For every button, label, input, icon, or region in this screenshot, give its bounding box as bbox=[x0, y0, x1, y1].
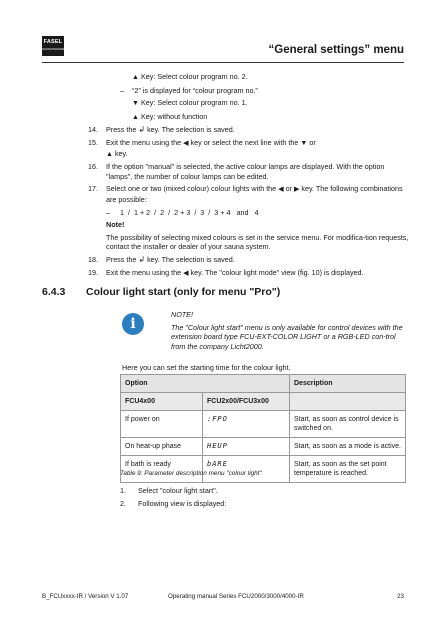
list-item: 1. Select "colour light start". bbox=[120, 486, 218, 495]
info-note bbox=[171, 310, 407, 351]
table-caption: Table 9: Parameter description menu "colour light" bbox=[120, 470, 262, 477]
lcd-code: :FPO bbox=[203, 411, 290, 438]
step-15: 15. Exit the menu using the ◀ key or select the next line with the ▼ or ▲ key. bbox=[88, 137, 316, 158]
header-divider bbox=[42, 62, 404, 63]
step-14: 14. Press the ↲ key. The selection is saved. bbox=[88, 125, 235, 135]
arrow-right-icon: ▶ bbox=[293, 186, 300, 194]
combinations-line: – 1 / 1 + 2 / 2 / 2 + 3 / 3 / 3 + 4 and 4 bbox=[106, 207, 259, 217]
enter-key-icon: ↲ bbox=[138, 125, 146, 135]
bottom-steps bbox=[120, 486, 226, 511]
section-heading: 6.4.3 Colour light start (only for menu "Pro") bbox=[42, 286, 281, 298]
arrow-up-icon: ▲ bbox=[132, 74, 139, 81]
intro-text: Here you can set the starting time for the colour light. bbox=[122, 363, 291, 372]
step-18: 18. Press the ↲ key. The selection is saved. bbox=[88, 254, 235, 264]
arrow-up-icon: ▲ bbox=[132, 113, 139, 121]
table-row: If bath is ready bARE Start, as soon as the set point temperature is reached. bbox=[121, 456, 406, 483]
step-17: 17. Select one or two (mixed colour) colour lights with the ◀ or ▶ key. The following combinations are possible: bbox=[88, 184, 403, 204]
page-number: 23 bbox=[397, 593, 404, 600]
page-header-title: “General settings” menu bbox=[268, 44, 404, 56]
arrow-left-icon: ◀ bbox=[183, 139, 189, 147]
list-item: 2. Following view is displayed: bbox=[120, 498, 227, 508]
subheader-fcu2x00: FCU2x00/FCU3x00 bbox=[203, 393, 290, 411]
company-logo bbox=[42, 36, 64, 56]
footer-version: B_FCUxxxx-IR / Version V 1.07 bbox=[42, 593, 129, 600]
header-description: Description bbox=[290, 375, 406, 393]
arrow-left-icon: ◀ bbox=[278, 186, 284, 194]
step-up-line: ▲ Key: Select colour program no. 2. bbox=[132, 72, 248, 81]
arrow-up-icon: ▲ bbox=[106, 150, 113, 158]
table-header-row bbox=[121, 375, 406, 393]
step-19: 19. Exit the menu using the ◀ key. The "colour light mode" view (fig. 10) is displayed. bbox=[88, 267, 364, 277]
enter-key-icon: ↲ bbox=[138, 254, 146, 264]
header-option: Option bbox=[121, 375, 290, 393]
note-text: The possibility of selecting mixed colours is set in the service menu. For modifica-tion requests, contact the installer or dealer of your sauna system. bbox=[106, 232, 409, 252]
note-label: Note! bbox=[106, 220, 125, 230]
table-row: If power on :FPO Start, as soon as control device is switched on. bbox=[121, 411, 406, 438]
step-up-line-2: ▲ Key: without function bbox=[132, 111, 208, 121]
dash-bullet: – bbox=[120, 85, 124, 95]
footer-manual-title: Operating manual Series FCU2000/3000/4000-IR bbox=[168, 593, 304, 600]
table-row: On heat-up phase HEUP Start, as soon as a mode is active. bbox=[121, 438, 406, 456]
info-note-text: The "Colour light start" menu is only available for control devices with the extension board type FCU-EXT-COLOR LIGHT or a RGB-LED con-trol from the company Licht2000. bbox=[171, 322, 403, 351]
step-dash-line: – “2” is displayed for “colour program no.” bbox=[120, 85, 258, 95]
lcd-code: bARE bbox=[203, 456, 290, 483]
info-icon: i bbox=[122, 313, 144, 335]
logo-text: FASEL bbox=[43, 39, 63, 45]
steps-section bbox=[88, 72, 410, 278]
logo-subtext: SAUNATECHNIK bbox=[42, 46, 66, 51]
lcd-code: HEUP bbox=[203, 438, 290, 456]
subheader-fcu4x00: FCU4x00 bbox=[121, 393, 203, 411]
step-16: 16. If the option "manual" is selected, the active colour lamps are displayed. With the option "lamps", the number of colour lamps can be edited. bbox=[88, 162, 385, 181]
dash-bullet: – bbox=[106, 207, 110, 217]
table-subheader-row bbox=[121, 393, 406, 411]
arrow-left-icon: ◀ bbox=[183, 269, 189, 277]
arrow-down-icon: ▼ bbox=[300, 139, 308, 147]
parameter-table bbox=[120, 374, 406, 483]
arrow-down-icon: ▼ bbox=[132, 100, 139, 108]
step-down-line: ▼ Key: Select colour program no. 1. bbox=[132, 98, 248, 108]
info-note-label: NOTE! bbox=[171, 310, 193, 319]
